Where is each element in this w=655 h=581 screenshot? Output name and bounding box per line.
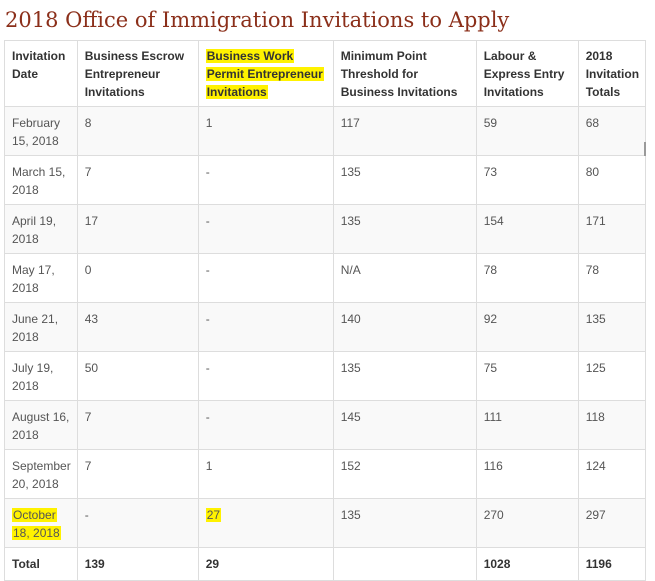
table-row [5,401,646,450]
cell-total: 68 [578,107,645,156]
cell-minimum-points: 135 [333,156,476,205]
cell-total: 125 [578,352,645,401]
cell-minimum-points: 135 [333,499,476,548]
cell-business-work-permit: 1 [198,107,333,156]
cell-minimum-points: 152 [333,450,476,499]
cell-business-escrow: 7 [77,450,198,499]
cell-business-escrow: 0 [77,254,198,303]
cell-labour-express: 59 [476,107,578,156]
header-invitation-date: Invitation Date [5,41,78,107]
cell-business-escrow: 50 [77,352,198,401]
cell-business-work-permit: - [198,254,333,303]
cell-total: 80 [578,156,645,205]
page-title: 2018 Office of Immigration Invitations to Apply [5,8,510,32]
cell-business-work-permit [198,499,333,548]
header-business-escrow: Business Escrow Entrepreneur Invitations [77,41,198,107]
cell-business-escrow: 7 [77,156,198,205]
table-row [5,352,646,401]
total-business-escrow: 139 [77,548,198,581]
cell-minimum-points: N/A [333,254,476,303]
table-row [5,107,646,156]
cell-business-work-permit: - [198,303,333,352]
table-row [5,450,646,499]
cell-labour-express: 154 [476,205,578,254]
highlight-mark: 27 [206,508,221,522]
cell-total: 78 [578,254,645,303]
cell-date: August 16, 2018 [5,401,78,450]
cell-business-work-permit: - [198,205,333,254]
total-labour-express: 1028 [476,548,578,581]
header-business-work-permit [198,41,333,107]
cell-labour-express: 78 [476,254,578,303]
cell-labour-express: 116 [476,450,578,499]
cell-total: 124 [578,450,645,499]
table-row [5,156,646,205]
cell-date: June 21, 2018 [5,303,78,352]
table-row [5,254,646,303]
cell-minimum-points: 145 [333,401,476,450]
cell-business-escrow: - [77,499,198,548]
table-row [5,499,646,548]
table-row [5,303,646,352]
header-minimum-point-threshold: Minimum Point Threshold for Business Invitations [333,41,476,107]
cell-minimum-points: 135 [333,205,476,254]
table-header-row [5,41,646,107]
cell-total: 171 [578,205,645,254]
cell-business-work-permit: - [198,352,333,401]
header-labour-express-entry: Labour & Express Entry Invitations [476,41,578,107]
cell-date: April 19, 2018 [5,205,78,254]
cell-date: March 15, 2018 [5,156,78,205]
cell-labour-express: 73 [476,156,578,205]
cell-minimum-points: 135 [333,352,476,401]
totals-row [5,548,646,581]
cell-date: September 20, 2018 [5,450,78,499]
cell-labour-express: 92 [476,303,578,352]
cell-date [5,499,78,548]
cell-total: 135 [578,303,645,352]
cell-date: July 19, 2018 [5,352,78,401]
highlight-mark: October 18, 2018 [13,508,60,540]
cell-date: February 15, 2018 [5,107,78,156]
cell-total: 118 [578,401,645,450]
cell-labour-express: 75 [476,352,578,401]
cell-minimum-points: 140 [333,303,476,352]
cell-labour-express: 111 [476,401,578,450]
cell-total: 297 [578,499,645,548]
cell-business-work-permit: 1 [198,450,333,499]
header-invitation-totals: 2018 Invitation Totals [578,41,645,107]
invitations-table [4,40,646,581]
scrollbar-marker [644,142,646,156]
cell-business-escrow: 7 [77,401,198,450]
cell-business-escrow: 43 [77,303,198,352]
total-invitations: 1196 [578,548,645,581]
cell-minimum-points: 117 [333,107,476,156]
highlight-mark: Business Work Permit Entrepreneur Invitations [206,49,323,99]
cell-date: May 17, 2018 [5,254,78,303]
table-row [5,205,646,254]
cell-business-escrow: 17 [77,205,198,254]
cell-business-work-permit: - [198,156,333,205]
cell-labour-express: 270 [476,499,578,548]
cell-business-escrow: 8 [77,107,198,156]
cell-business-work-permit: - [198,401,333,450]
total-business-work-permit: 29 [198,548,333,581]
totals-label: Total [5,548,78,581]
total-minimum-points [333,548,476,581]
